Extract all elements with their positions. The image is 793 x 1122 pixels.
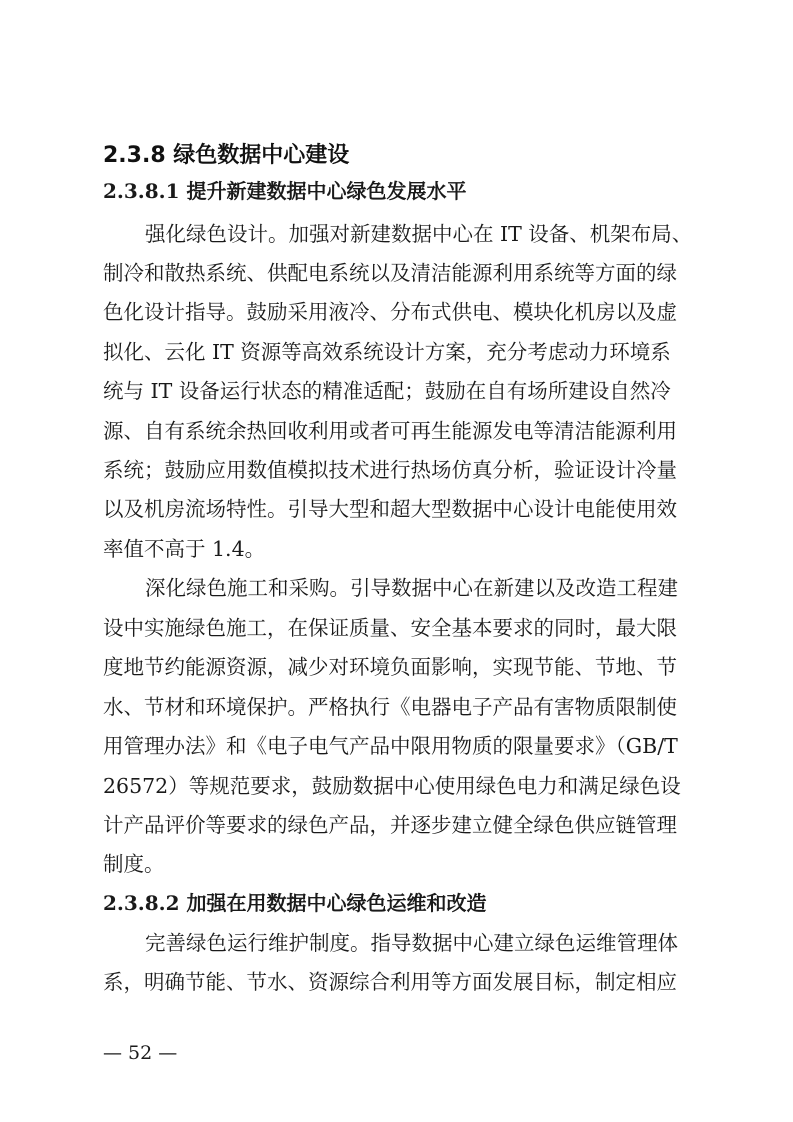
paragraph-line: 用管理办法》和《电子电气产品中限用物质的限量要求》（GB/T	[103, 734, 678, 758]
paragraph-line: 色化设计指导。鼓励采用液冷、分布式供电、模块化机房以及虚	[103, 300, 677, 324]
paragraph-line: 制冷和散热系统、供配电系统以及清洁能源利用系统等方面的绿	[103, 261, 677, 285]
paragraph-line: 拟化、云化 IT 资源等高效系统设计方案，充分考虑动力环境系	[103, 340, 671, 364]
paragraph-line: 系，明确节能、节水、资源综合利用等方面发展目标，制定相应	[103, 970, 677, 994]
paragraph-line: 度地节约能源资源，减少对环境负面影响，实现节能、节地、节	[103, 655, 677, 679]
paragraph-line: 率值不高于 1.4。	[103, 537, 266, 561]
subsection-heading-2: 2.3.8.2 加强在用数据中心绿色运维和改造	[103, 891, 487, 915]
subsection-heading-1: 2.3.8.1 提升新建数据中心绿色发展水平	[103, 179, 467, 203]
paragraph-line: 系统；鼓励应用数值模拟技术进行热场仿真分析，验证设计冷量	[103, 458, 677, 482]
paragraph-line: 源、自有系统余热回收利用或者可再生能源发电等清洁能源利用	[103, 419, 677, 443]
paragraph-line: 水、节材和环境保护。严格执行《电器电子产品有害物质限制使	[103, 695, 677, 719]
paragraph-line: 深化绿色施工和采购。引导数据中心在新建以及改造工程建	[145, 576, 678, 600]
paragraph-line: 以及机房流场特性。引导大型和超大型数据中心设计电能使用效	[103, 497, 677, 521]
paragraph-line: 强化绿色设计。加强对新建数据中心在 IT 设备、机架布局、	[145, 222, 693, 246]
paragraph-line: 计产品评价等要求的绿色产品，并逐步建立健全绿色供应链管理	[103, 813, 677, 837]
paragraph-line: 26572）等规范要求，鼓励数据中心使用绿色电力和满足绿色设	[103, 774, 681, 798]
paragraph-line: 制度。	[103, 852, 165, 876]
paragraph-line: 设中实施绿色施工，在保证质量、安全基本要求的同时，最大限	[103, 616, 677, 640]
section-heading: 2.3.8 绿色数据中心建设	[103, 143, 350, 168]
paragraph-line: 完善绿色运行维护制度。指导数据中心建立绿色运维管理体	[145, 931, 678, 955]
page-number: — 52 —	[103, 1042, 178, 1064]
paragraph-line: 统与 IT 设备运行状态的精准适配；鼓励在自有场所建设自然冷	[103, 379, 671, 403]
